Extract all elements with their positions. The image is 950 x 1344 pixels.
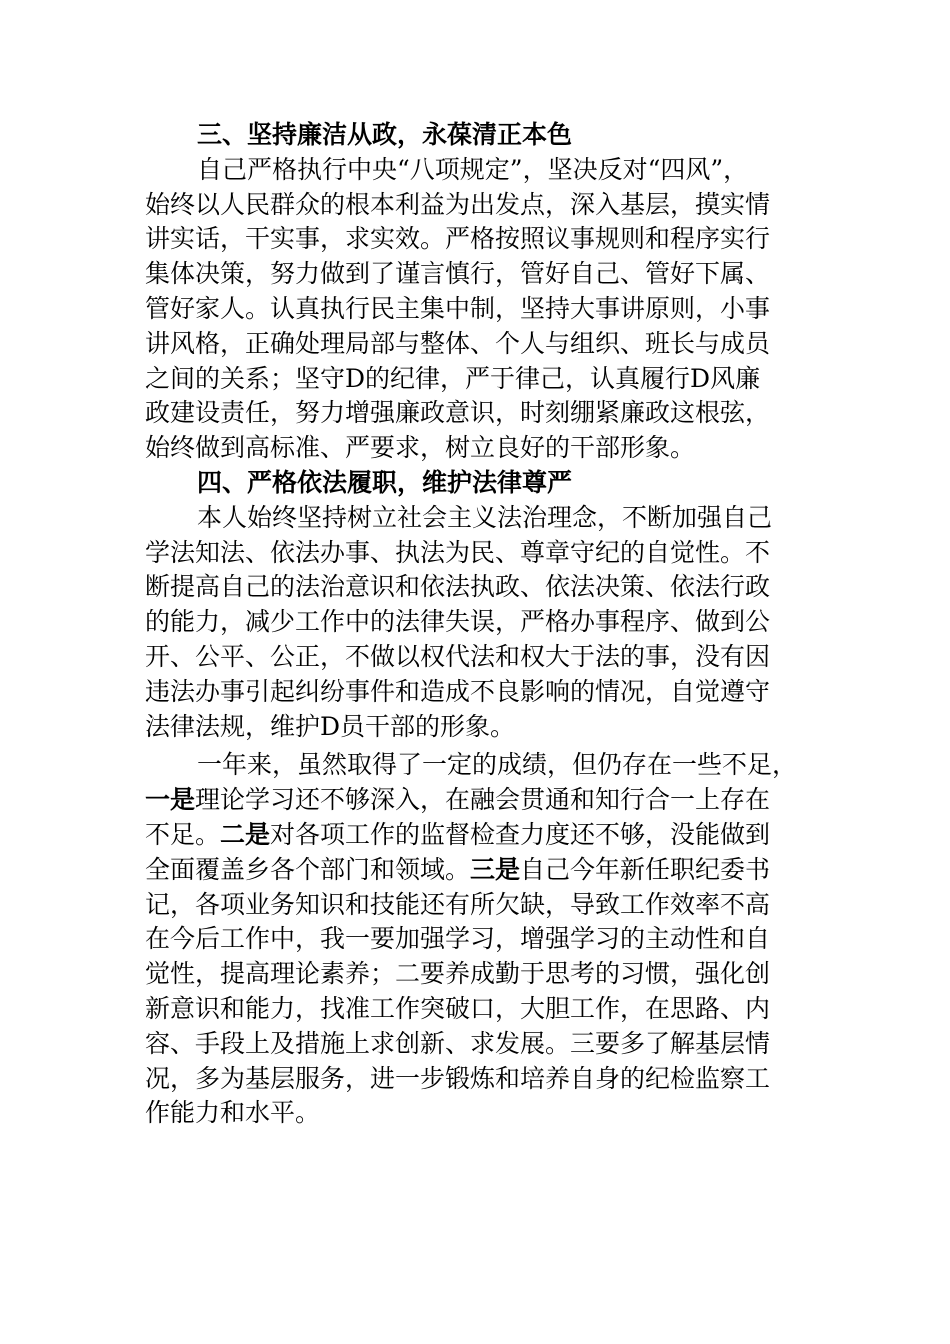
section-4-line: 开、公平、公正，不做以权代法和权大于法的事，没有因	[145, 641, 771, 671]
section-3-line: 始终做到高标准、严要求，树立良好的干部形象。	[145, 433, 696, 463]
section-4-line: 法律法规，维护D员干部的形象。	[145, 711, 516, 741]
first-point-label: 一是	[145, 785, 196, 815]
summary-line	[145, 783, 810, 818]
summary-text: 自己今年新任职纪委书	[520, 854, 771, 884]
section-3-line: 政建设责任，努力增强廉政意识，时刻绷紧廉政这根弦，	[145, 398, 771, 428]
section-4-line: 断提高自己的法治意识和依法执政、依法决策、依法行政	[145, 572, 771, 602]
section-3-line: 管好家人。认真执行民主集中制，坚持大事讲原则，小事	[145, 293, 771, 323]
summary-text: 全面覆盖乡各个部门和领域。	[145, 854, 471, 884]
document-page	[145, 118, 810, 1131]
second-point-label: 二是	[220, 819, 271, 849]
summary-line: 新意识和能力，找准工作突破口，大胆工作，在思路、内	[145, 993, 771, 1023]
summary-text: 不足。	[145, 819, 221, 849]
section-3-heading: 三、坚持廉洁从政，永葆清正本色	[197, 120, 573, 149]
summary-line: 记，各项业务知识和技能还有所欠缺，导致工作效率不高	[145, 889, 771, 919]
section-4-line: 的能力，减少工作中的法律失误，严格办事程序、做到公	[145, 607, 771, 637]
third-point-label: 三是	[470, 854, 521, 884]
section-4-line: 本人始终坚持树立社会主义法治理念，不断加强自己	[197, 502, 773, 532]
summary-line: 在今后工作中，我一要加强学习，增强学习的主动性和自	[145, 924, 771, 954]
summary-line: 况，多为基层服务，进一步锻炼和培养自身的纪检监察工	[145, 1063, 771, 1093]
summary-line: 作能力和水平。	[145, 1098, 321, 1128]
summary-line: 容、手段上及措施上求创新、求发展。三要多了解基层情	[145, 1028, 771, 1058]
section-3-line: 之间的关系；坚守D的纪律，严于律己，认真履行D风廉	[145, 363, 761, 393]
section-3-line: 始终以人民群众的根本利益为出发点，深入基层，摸实情	[145, 189, 771, 219]
section-4-line: 学法知法、依法办事、执法为民、尊章守纪的自觉性。不	[145, 537, 771, 567]
summary-line: 一年来，虽然取得了一定的成绩，但仍存在一些不足，	[197, 750, 798, 780]
section-3-line: 自己严格执行中央“八项规定”，坚决反对“四风”，	[197, 154, 749, 184]
section-4-line: 违法办事引起纠纷事件和造成不良影响的情况，自觉遵守	[145, 676, 771, 706]
section-3-line: 讲实话，干实事，求实效。严格按照议事规则和程序实行	[145, 224, 771, 254]
section-3-line: 集体决策，努力做到了谨言慎行，管好自己、管好下属、	[145, 259, 771, 289]
summary-line: 觉性，提高理论素养；二要养成勤于思考的习惯，强化创	[145, 959, 771, 989]
summary-text: 理论学习还不够深入，在融会贯通和知行合一上存在	[195, 785, 771, 815]
summary-line	[145, 818, 810, 853]
summary-line	[145, 853, 810, 888]
section-3-line: 讲风格，正确处理局部与整体、个人与组织、班长与成员	[145, 328, 771, 358]
section-4-heading: 四、严格依法履职，维护法律尊严	[197, 467, 573, 497]
summary-text: 对各项工作的监督检查力度还不够，没能做到	[270, 819, 771, 849]
